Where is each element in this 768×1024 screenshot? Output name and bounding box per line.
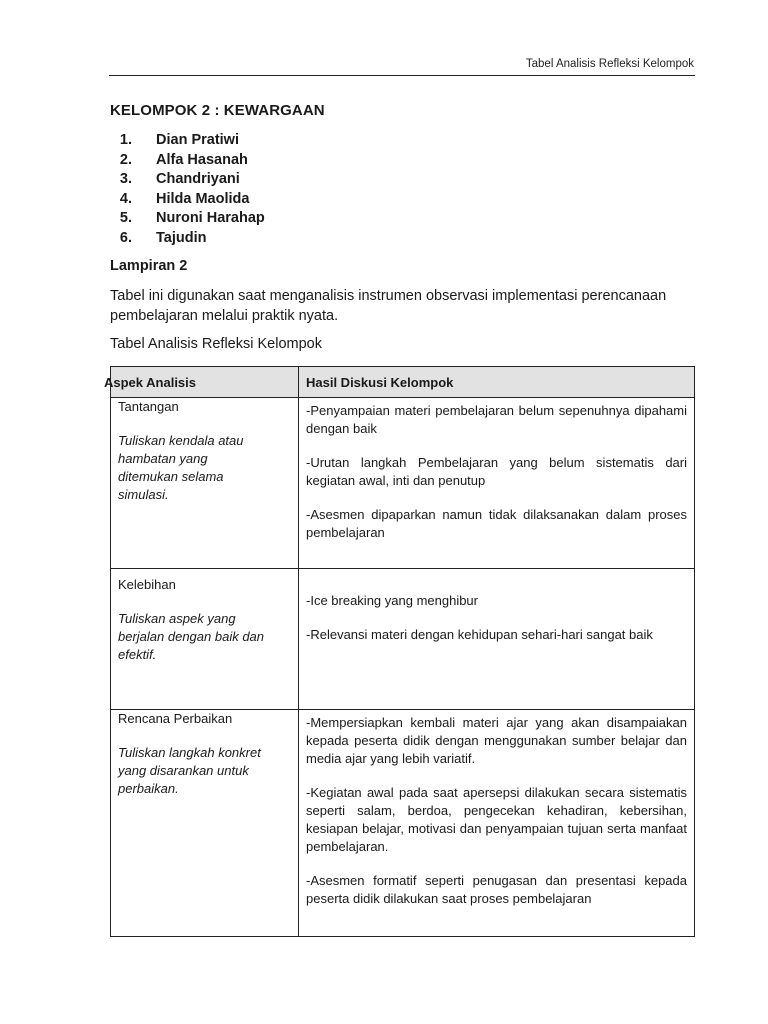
aspect-cell (111, 710, 299, 937)
aspect-hint: Tuliskan langkah konkret yang disarankan untuk perbaikan. (118, 745, 261, 796)
table-row (111, 398, 695, 569)
member-name: Chandriyani (156, 171, 240, 187)
column-header-results: Hasil Diskusi Kelompok (299, 367, 695, 398)
member-name: Nuroni Harahap (156, 210, 265, 226)
aspect-title: Tantangan (118, 399, 179, 414)
result-point: -Mempersiapkan kembali materi ajar yang akan disampaiakan kepada peserta didik dengan menggunakan sumber belajar dan media ajar yang lebih variatif. (306, 715, 687, 766)
result-point: -Urutan langkah Pembelajaran yang belum sistematis dari kegiatan awal, inti dan penutup (306, 455, 687, 488)
result-point: -Asesmen dipaparkan namun tidak dilaksanakan dalam proses pembelajaran (306, 507, 687, 540)
member-name: Tajudin (156, 229, 207, 246)
result-point: -Relevansi materi dengan kehidupan sehari-hari sangat baik (306, 627, 653, 642)
table-row (111, 710, 695, 937)
member-name: Dian Pratiwi (156, 132, 239, 148)
results-cell (299, 710, 695, 937)
member-name: Hilda Maolida (156, 190, 250, 207)
aspect-hint: Tuliskan aspek yang berjalan dengan baik dan efektif. (118, 611, 265, 662)
appendix-description: Tabel ini digunakan saat menganalisis instrumen observasi implementasi perencanaan pembelajaran melalui praktik nyata. (110, 288, 667, 324)
table-header-row (111, 367, 695, 398)
running-header: Tabel Analisis Refleksi Kelompok (525, 58, 694, 70)
list-item (110, 190, 265, 210)
aspect-title: Kelebihan (118, 577, 176, 592)
analysis-table (104, 366, 695, 937)
aspect-cell (111, 569, 299, 710)
list-number: 2. (119, 151, 132, 168)
results-cell (299, 398, 695, 569)
result-point: -Ice breaking yang menghibur (306, 593, 478, 608)
aspect-hint: Tuliskan kendala atau hambatan yang ditemukan selama simulasi. (118, 433, 244, 502)
list-item (110, 131, 265, 151)
list-number: 5. (119, 210, 132, 226)
member-name: Alfa Hasanah (156, 151, 248, 168)
group-title: KELOMPOK 2 : KEWARGAAN (110, 102, 325, 119)
result-point: -Penyampaian materi pembelajaran belum sepenuhnya dipahami dengan baik (306, 403, 687, 436)
list-number: 6. (119, 229, 132, 246)
list-item (110, 170, 265, 190)
aspect-cell (111, 398, 299, 569)
list-number: 4. (119, 190, 132, 207)
table-caption: Tabel Analisis Refleksi Kelompok (110, 336, 322, 352)
list-item (110, 151, 265, 171)
list-number: 1. (119, 132, 132, 148)
column-header-label: Aspek Analisis (104, 374, 197, 390)
list-item (110, 209, 265, 229)
list-item (110, 229, 265, 249)
aspect-title: Rencana Perbaikan (118, 711, 233, 726)
result-point: -Kegiatan awal pada saat apersepsi dilakukan secara sistematis seperti salam, berdoa, pengecekan kehadiran, kebersihan, kesiapan belajar, motivasi dan penyampaian tujuan serta manfaat pembelajaran. (306, 785, 687, 854)
member-list (110, 131, 265, 248)
column-header-aspect (104, 367, 299, 398)
list-number: 3. (119, 171, 132, 187)
results-cell (299, 569, 695, 710)
header-divider (109, 75, 695, 76)
appendix-title: Lampiran 2 (110, 258, 188, 274)
result-point: -Asesmen formatif seperti penugasan dan presentasi kepada peserta didik dilakukan saat proses pembelajaran (306, 873, 687, 906)
table-row (111, 569, 695, 710)
